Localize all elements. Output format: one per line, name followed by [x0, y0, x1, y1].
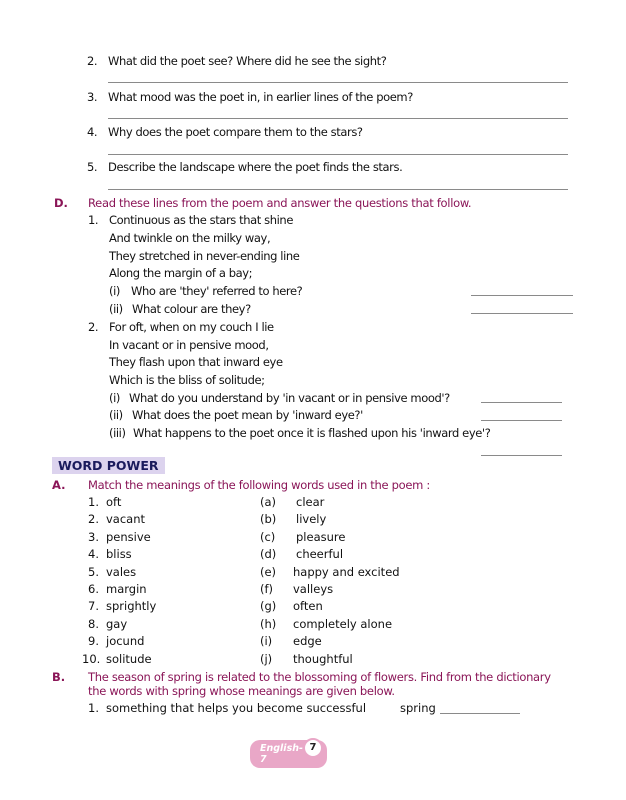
answer-line[interactable]	[108, 82, 568, 83]
word-power-heading: WORD POWER	[52, 457, 165, 474]
match-label: (f)	[260, 582, 274, 596]
answer-line[interactable]	[471, 295, 573, 296]
match-meaning: valleys	[293, 582, 334, 596]
match-row-number: 2.	[88, 512, 99, 527]
match-word: pensive	[106, 529, 151, 544]
match-word: jocund	[106, 634, 145, 649]
answer-line[interactable]	[481, 455, 562, 456]
item-text: something that helps you become successful	[106, 701, 367, 715]
match-row-number: 9.	[88, 634, 99, 649]
sub-question-text: What colour are they?	[132, 302, 251, 316]
match-meaning: lively	[296, 512, 327, 527]
match-meaning: edge	[293, 634, 322, 649]
answer-line[interactable]	[108, 189, 568, 190]
match-label: (c)	[260, 529, 276, 544]
match-label: (j)	[260, 651, 273, 666]
section-a-instruction: Match the meanings of the following words used in the poem :	[88, 478, 430, 492]
match-label: (b)	[260, 512, 277, 527]
poem-line: Along the margin of a bay;	[109, 266, 253, 280]
match-word: oft	[106, 495, 122, 509]
question-number: 4.	[87, 125, 98, 139]
sub-question-label: (ii)	[109, 302, 123, 316]
answer-line[interactable]	[481, 402, 562, 403]
match-row-number: 4.	[88, 547, 99, 562]
question-text: Describe the landscape where the poet finds the stars.	[108, 160, 403, 174]
match-word: vales	[106, 564, 137, 579]
match-label: (d)	[260, 547, 277, 562]
match-word: margin	[106, 582, 147, 596]
match-word: bliss	[106, 547, 132, 562]
sub-question-text: What do you understand by 'in vacant or in pensive mood'?	[129, 391, 450, 405]
question-text: Why does the poet compare them to the stars?	[108, 125, 363, 139]
answer-line[interactable]	[440, 713, 520, 714]
match-row-number: 10.	[82, 651, 101, 666]
match-label: (h)	[260, 616, 277, 631]
poem-line: In vacant or in pensive mood,	[109, 338, 269, 352]
question-number: 2.	[87, 54, 98, 68]
section-b-letter: B.	[52, 670, 66, 684]
match-row-number: 8.	[88, 616, 99, 631]
sub-question-text: Who are 'they' referred to here?	[131, 284, 303, 298]
match-meaning: clear	[296, 495, 325, 509]
match-label: (g)	[260, 599, 277, 614]
section-b-instruction-line2: the words with spring whose meanings are given below.	[88, 684, 395, 698]
match-word: vacant	[106, 512, 146, 527]
section-b-instruction-line1: The season of spring is related to the blossoming of flowers. Find from the dictionary	[88, 670, 551, 684]
answer-line[interactable]	[108, 154, 568, 155]
sub-question-label: (ii)	[109, 408, 123, 422]
answer-line[interactable]	[108, 118, 568, 119]
poem-line: Continuous as the stars that shine	[109, 213, 294, 227]
sub-question-text: What happens to the poet once it is flashed upon his 'inward eye'?	[133, 426, 491, 440]
sub-question-label: (i)	[109, 391, 120, 405]
sub-question-label: (i)	[109, 284, 120, 298]
section-a-letter: A.	[52, 478, 66, 492]
section-d-instruction: Read these lines from the poem and answer the questions that follow.	[88, 196, 472, 210]
poem-line: They flash upon that inward eye	[109, 355, 283, 369]
match-row-number: 3.	[88, 529, 99, 544]
match-label: (a)	[260, 495, 277, 509]
match-meaning: happy and excited	[293, 564, 400, 579]
match-meaning: often	[293, 599, 323, 614]
sub-question-text: What does the poet mean by 'inward eye?'	[132, 408, 363, 422]
match-word: gay	[106, 616, 128, 631]
answer-line[interactable]	[481, 420, 562, 421]
sub-question-label: (iii)	[109, 426, 126, 440]
match-row-number: 6.	[88, 582, 99, 596]
poem-line: And twinkle on the milky way,	[109, 231, 271, 245]
match-row-number: 7.	[88, 599, 99, 614]
page-number: 7	[303, 738, 323, 758]
poem-line: They stretched in never-ending line	[109, 249, 300, 263]
question-number: 5.	[87, 160, 98, 174]
item-number: 2.	[88, 320, 99, 334]
item-number: 1.	[88, 701, 99, 715]
match-meaning: pleasure	[296, 529, 346, 544]
question-number: 3.	[87, 90, 98, 104]
match-meaning: completely alone	[293, 616, 393, 631]
match-meaning: thoughtful	[293, 651, 353, 666]
poem-line: For oft, when on my couch I lie	[109, 320, 274, 334]
match-label: (e)	[260, 564, 277, 579]
answer-line[interactable]	[471, 313, 573, 314]
answer-prefix: spring	[400, 701, 436, 715]
section-d-letter: D.	[54, 196, 68, 210]
match-label: (i)	[260, 634, 273, 649]
poem-line: Which is the bliss of solitude;	[109, 373, 265, 387]
item-number: 1.	[88, 213, 99, 227]
question-text: What did the poet see? Where did he see the sight?	[108, 54, 387, 68]
match-word: sprightly	[106, 599, 157, 614]
match-word: solitude	[106, 651, 152, 666]
match-row-number: 5.	[88, 564, 99, 579]
question-text: What mood was the poet in, in earlier lines of the poem?	[108, 90, 413, 104]
match-row-number: 1.	[88, 495, 99, 509]
footer-book-label: English-7	[250, 740, 327, 768]
match-meaning: cheerful	[296, 547, 344, 562]
